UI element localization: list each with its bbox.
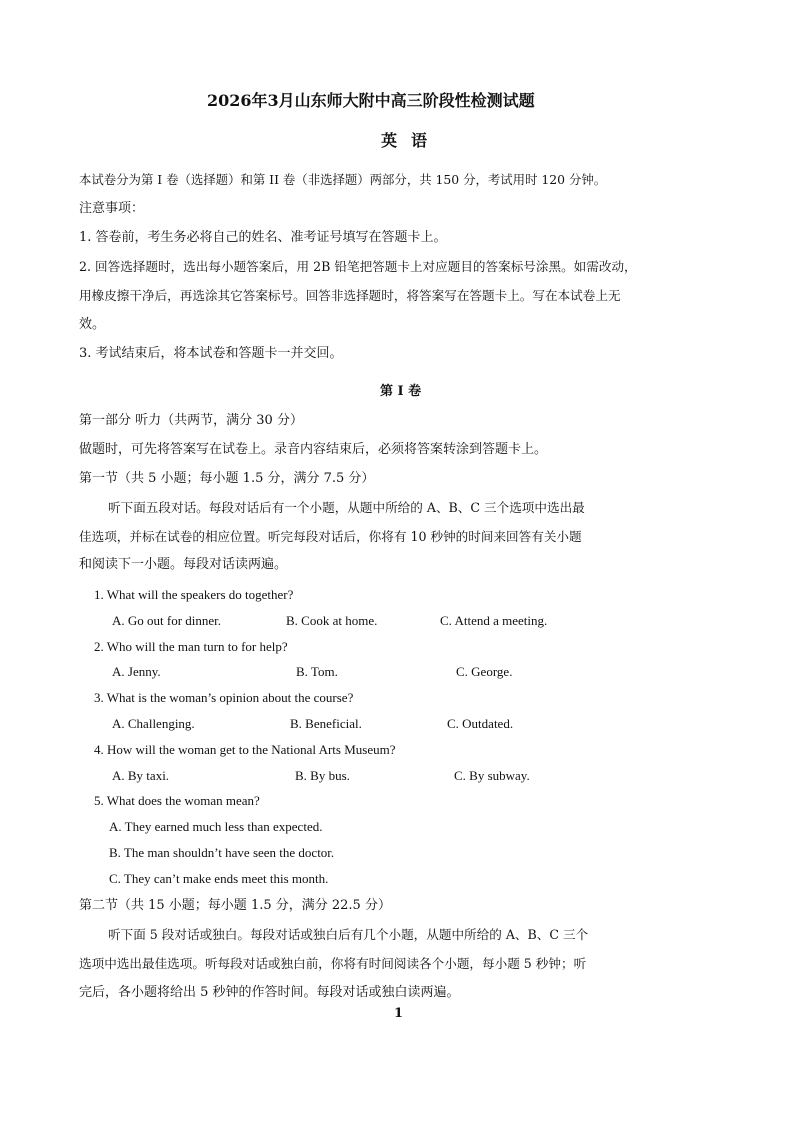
part1-instruction: 做题时，可先将答案写在试卷上。录音内容结束后，必须将答案转涂到答题卡上。 xyxy=(79,442,548,457)
note-3: 3. 考试结束后，将本试卷和答题卡一并交回。 xyxy=(79,346,343,361)
question-2-option-b: B. Tom. xyxy=(296,664,338,679)
question-5-option-c: C. They can’t make ends meet this month. xyxy=(109,871,329,886)
section2-para-line-2: 选项中选出最佳选项。听每段对话或独白前，你将有时间阅读各个小题，每小题 5 秒钟；听 xyxy=(79,956,587,971)
question-1-stem: 1. What will the speakers do together? xyxy=(94,587,294,602)
question-2-stem: 2. Who will the man turn to for help? xyxy=(94,639,288,654)
part1-heading: 第一部分 听力（共两节，满分 30 分） xyxy=(79,413,303,428)
question-2-option-c: C. George. xyxy=(456,664,513,679)
question-5-stem: 5. What does the woman mean? xyxy=(94,793,260,808)
question-3-stem: 3. What is the woman’s opinion about the course? xyxy=(94,690,354,705)
notes-heading: 注意事项： xyxy=(79,201,145,216)
page-number: 1 xyxy=(394,1006,404,1021)
question-3-option-a: A. Challenging. xyxy=(112,716,195,731)
question-3-option-b: B. Beneficial. xyxy=(290,716,362,731)
exam-title: 2026年3月山东师大附中高三阶段性检测试题 xyxy=(207,91,535,110)
section2-para-line-3: 完后，各小题将给出 5 秒钟的作答时间。每段对话或独白读两遍。 xyxy=(79,985,460,1000)
section2-heading: 第二节（共 15 小题；每小题 1.5 分，满分 22.5 分） xyxy=(79,898,391,913)
subject-title: 英语 xyxy=(381,131,442,150)
question-4-option-a: A. By taxi. xyxy=(112,768,170,783)
question-5-option-b: B. The man shouldn’t have seen the doctor. xyxy=(109,845,335,860)
section1-heading: 第一节（共 5 小题；每小题 1.5 分，满分 7.5 分） xyxy=(79,471,375,486)
note-2-line-3: 效。 xyxy=(79,317,106,332)
question-4-stem: 4. How will the woman get to the National Arts Museum? xyxy=(94,742,396,757)
section2-para-line-1: 听下面 5 段对话或独白。每段对话或独白后有几个小题，从题中所给的 A、B、C 三个 xyxy=(108,927,589,942)
question-3-option-c: C. Outdated. xyxy=(447,716,514,731)
question-1-option-c: C. Attend a meeting. xyxy=(440,613,548,628)
question-4-option-b: B. By bus. xyxy=(295,768,350,783)
question-4-option-c: C. By subway. xyxy=(454,768,530,783)
section1-para-line-3: 和阅读下一小题。每段对话读两遍。 xyxy=(79,557,288,572)
note-1: 1. 答卷前，考生务必将自己的姓名、准考证号填写在答题卡上。 xyxy=(79,230,447,245)
volume-heading: 第 I 卷 xyxy=(380,384,422,399)
section1-para-line-1: 听下面五段对话。每段对话后有一个小题，从题中所给的 A、B、C 三个选项中选出最 xyxy=(108,500,585,515)
section1-para-line-2: 佳选项，并标在试卷的相应位置。听完每段对话后，你将有 10 秒钟的时间来回答有关小题 xyxy=(79,529,582,544)
note-2-line-1: 2. 回答选择题时，选出每小题答案后，用 2B 铅笔把答题卡上对应题目的答案标号涂黑。如需改动， xyxy=(79,259,637,274)
intro-text: 本试卷分为第 I 卷（选择题）和第 II 卷（非选择题）两部分，共 150 分，考试用时 120 分钟。 xyxy=(79,172,607,187)
question-1-option-b: B. Cook at home. xyxy=(286,613,378,628)
note-2-line-2: 用橡皮擦干净后，再选涂其它答案标号。回答非选择题时，将答案写在答题卡上。写在本试卷上无 xyxy=(79,288,621,303)
question-2-option-a: A. Jenny. xyxy=(112,664,161,679)
question-5-option-a: A. They earned much less than expected. xyxy=(109,819,323,834)
question-1-option-a: A. Go out for dinner. xyxy=(112,613,222,628)
